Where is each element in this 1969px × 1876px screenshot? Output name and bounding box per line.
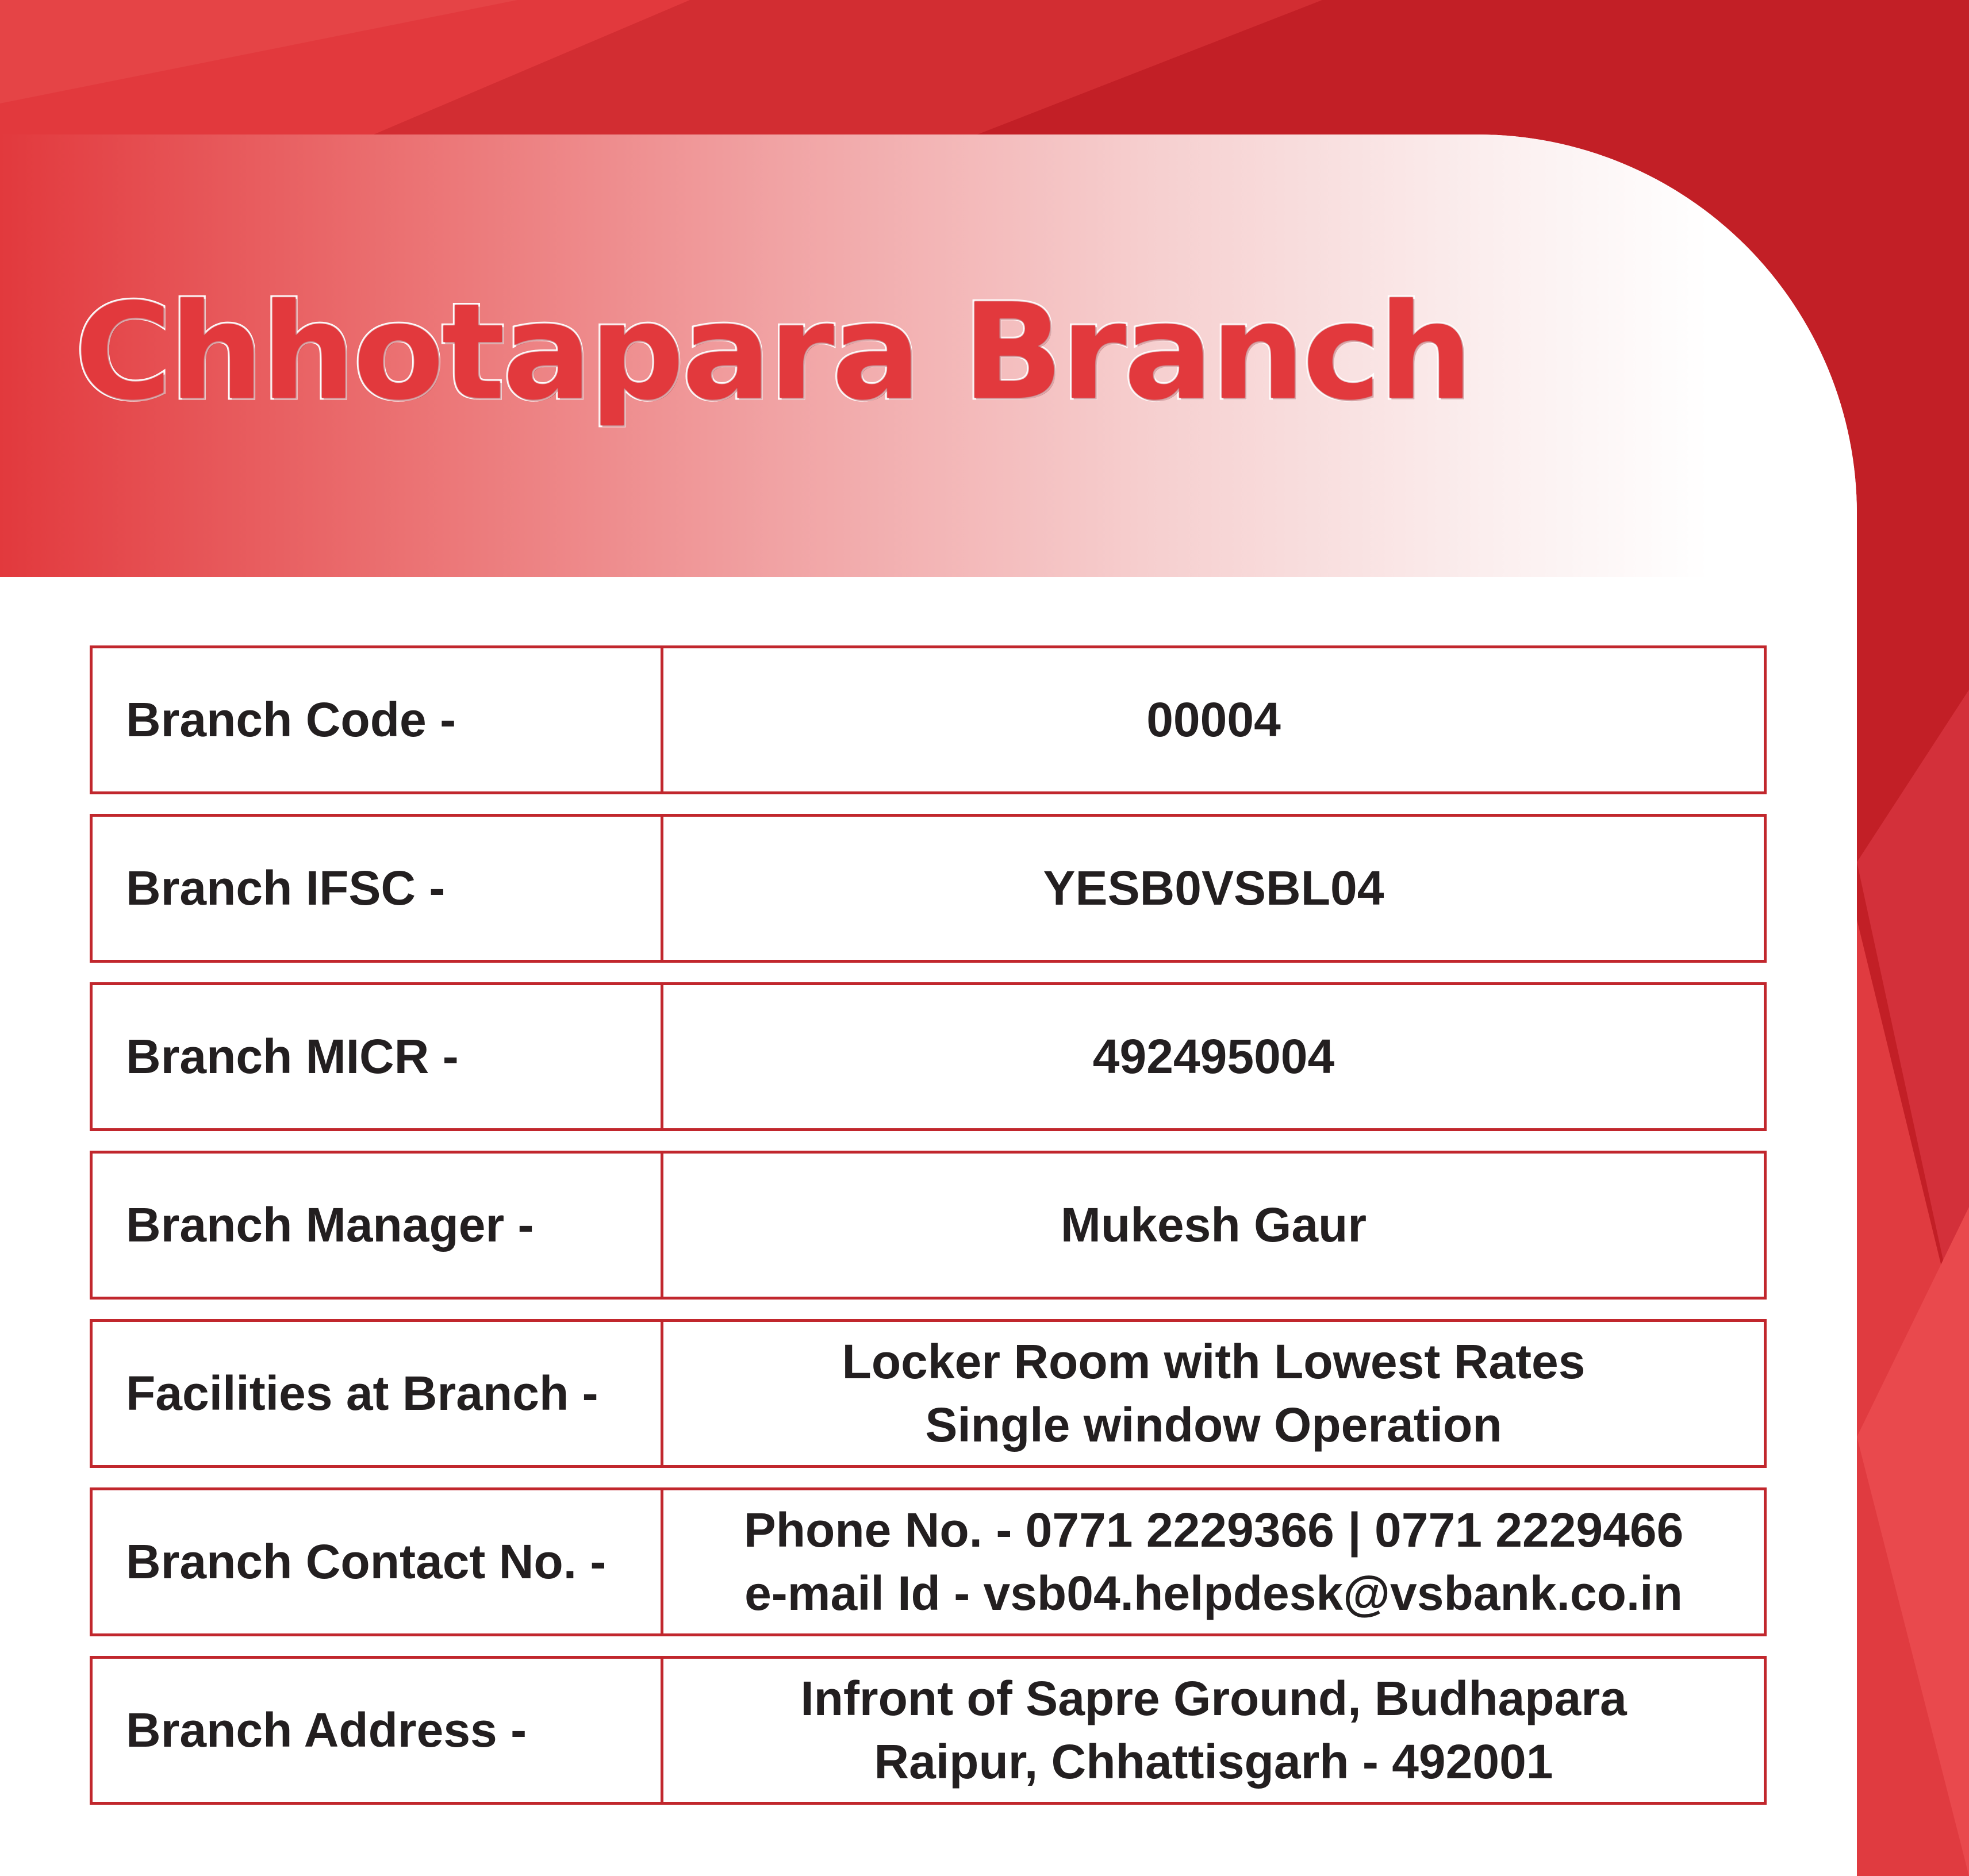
- row-value-line: Infront of Sapre Ground, Budhapara: [800, 1671, 1627, 1726]
- row-label: Facilities at Branch -: [93, 1322, 663, 1465]
- table-row-branch-ifsc: [90, 814, 1767, 963]
- row-value-line: 492495004: [1092, 1029, 1335, 1083]
- row-value-line: Phone No. - 0771 2229366 | 0771 2229466: [743, 1503, 1684, 1558]
- table-row-facilities: [90, 1319, 1767, 1468]
- row-value: [663, 1490, 1764, 1633]
- row-value-line: Raipur, Chhattisgarh - 492001: [874, 1734, 1553, 1789]
- table-row-branch-manager: [90, 1151, 1767, 1300]
- row-value: [663, 648, 1764, 791]
- row-label: Branch Manager -: [93, 1154, 663, 1297]
- row-label: Branch Address -: [93, 1659, 663, 1802]
- row-value: [663, 1659, 1764, 1802]
- row-label: Branch MICR -: [93, 985, 663, 1128]
- table-row-branch-micr: [90, 982, 1767, 1131]
- row-value: [663, 1154, 1764, 1297]
- row-label: Branch Contact No. -: [93, 1490, 663, 1633]
- table-row-contact: [90, 1487, 1767, 1636]
- row-value-line: e-mail Id - vsb04.helpdesk@vsbank.co.in: [744, 1566, 1683, 1620]
- row-value-line: Single window Operation: [925, 1397, 1502, 1452]
- table-row-branch-code: [90, 645, 1767, 794]
- row-value-line: 00004: [1146, 692, 1281, 747]
- table-row-address: [90, 1656, 1767, 1805]
- page-title: Chhotapara Branch: [75, 276, 1471, 429]
- row-value-line: Mukesh Gaur: [1060, 1197, 1367, 1252]
- row-value: [663, 1322, 1764, 1465]
- row-label: Branch IFSC -: [93, 817, 663, 960]
- row-value: [663, 985, 1764, 1128]
- row-value-line: Locker Room with Lowest Rates: [842, 1335, 1586, 1389]
- row-value: [663, 817, 1764, 960]
- branch-details-table: [90, 645, 1767, 1824]
- row-value-line: YESB0VSBL04: [1043, 860, 1384, 915]
- row-label: Branch Code -: [93, 648, 663, 791]
